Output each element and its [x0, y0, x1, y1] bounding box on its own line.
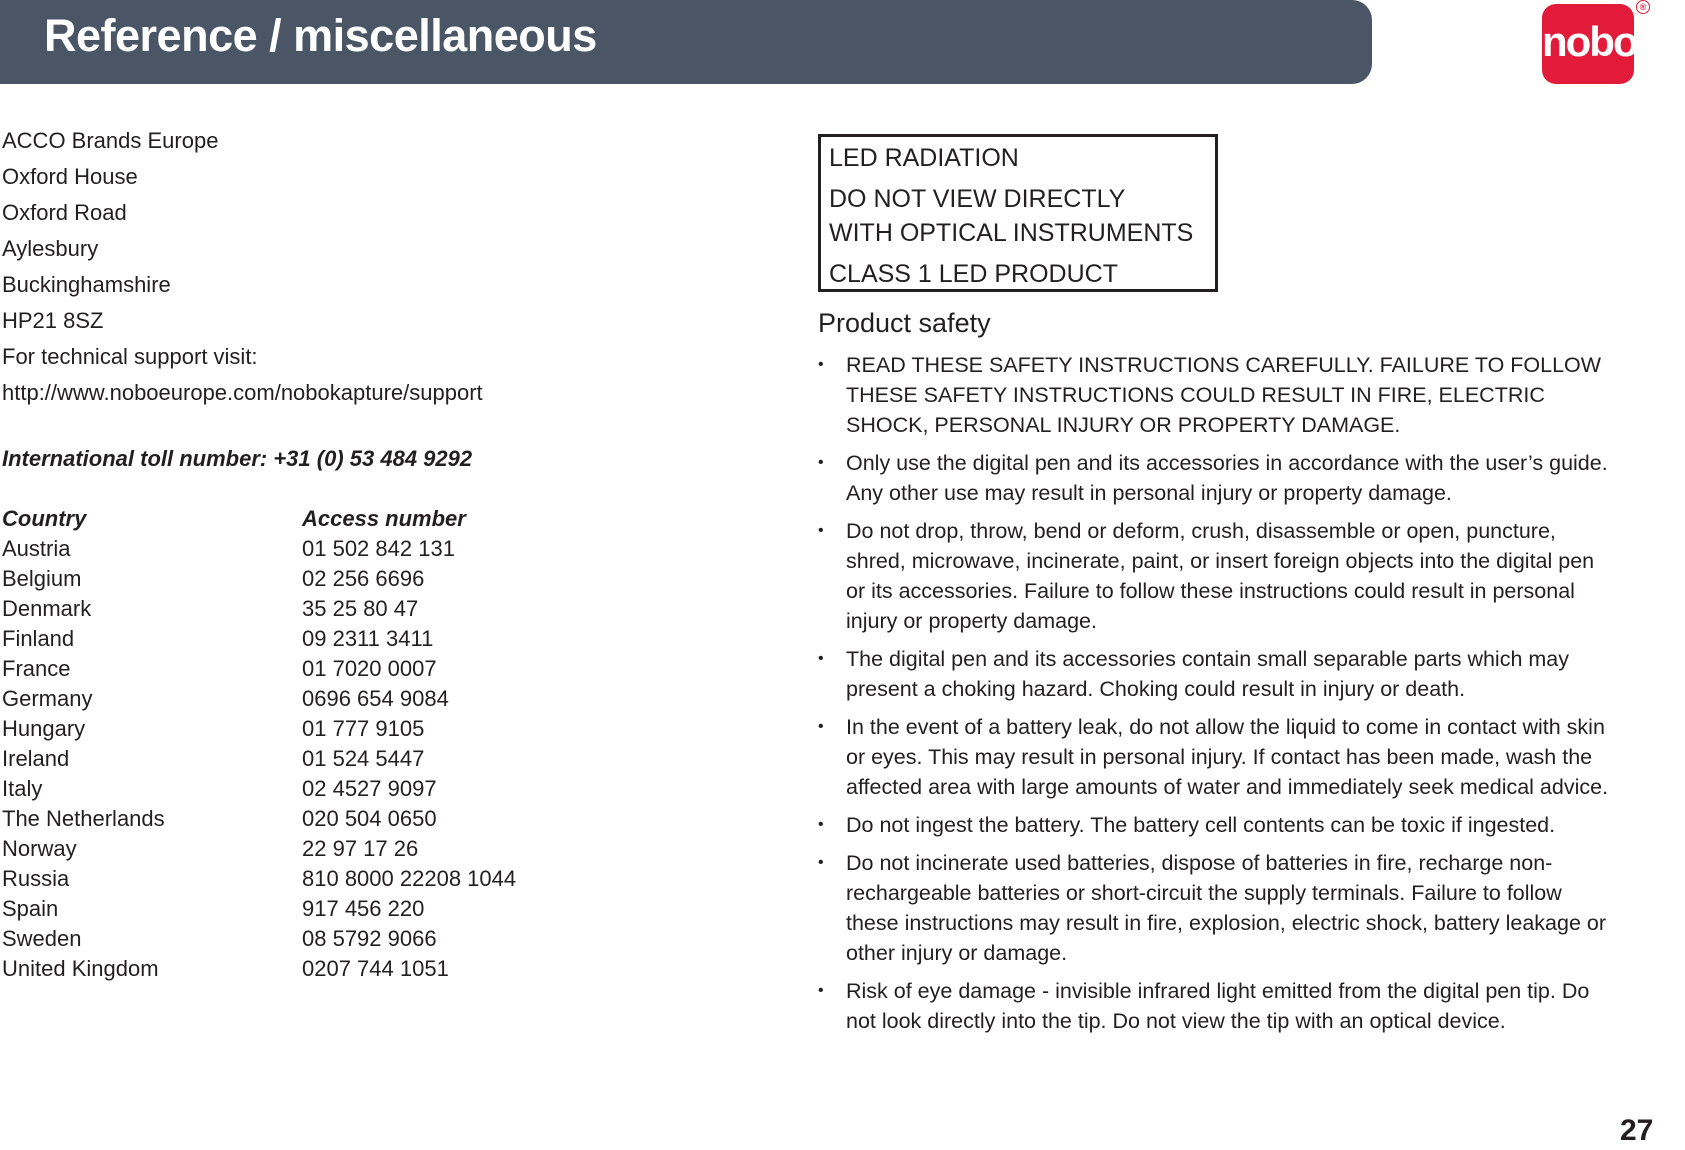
table-row — [2, 656, 602, 686]
header-bar — [0, 0, 1372, 84]
access-number-cell: 01 524 5447 — [302, 746, 425, 771]
table-row — [2, 776, 602, 806]
address-line: ACCO Brands Europe — [2, 128, 219, 153]
country-cell: Russia — [2, 866, 70, 891]
warning-line: LED RADIATION — [829, 144, 1019, 172]
access-number-cell: 08 5792 9066 — [302, 926, 437, 951]
nobo-logo: nobo — [1542, 4, 1634, 84]
access-number-cell: 01 777 9105 — [302, 716, 425, 741]
country-cell: Norway — [2, 836, 77, 861]
safety-item: • Do not incinerate used batteries, dispose of batteries in fire, recharge non-rechargeable batteries or short-circuit the supply terminals. Failure to follow these instructions may result in fire, explosion, electric shock, battery leakage or other injury or damage. — [818, 848, 1610, 968]
country-cell: Austria — [2, 536, 71, 561]
access-number-cell: 02 4527 9097 — [302, 776, 437, 801]
access-number-cell: 0207 744 1051 — [302, 956, 449, 981]
table-row — [2, 956, 602, 986]
country-cell: Hungary — [2, 716, 86, 741]
column-header-country: Country — [2, 506, 87, 531]
warning-line: WITH OPTICAL INSTRUMENTS — [829, 219, 1194, 247]
country-cell: The Netherlands — [2, 806, 165, 831]
support-url: http://www.noboeurope.com/nobokapture/support — [2, 380, 483, 405]
address-line: HP21 8SZ — [2, 308, 104, 333]
table-row — [2, 896, 602, 926]
country-cell: Spain — [2, 896, 59, 921]
address-line: Aylesbury — [2, 236, 99, 261]
table-row — [2, 746, 602, 776]
safety-list — [818, 350, 1610, 1044]
country-cell: Italy — [2, 776, 43, 801]
country-cell: Ireland — [2, 746, 70, 771]
safety-item: • Risk of eye damage - invisible infrared light emitted from the digital pen tip. Do not look directly into the tip. Do not view the tip with an optical device. — [818, 976, 1610, 1036]
access-number-cell: 0696 654 9084 — [302, 686, 449, 711]
column-header-access: Access number — [302, 506, 466, 531]
table-row — [2, 716, 602, 746]
table-row — [2, 686, 602, 716]
table-header — [2, 506, 602, 536]
registered-mark-icon: ® — [1636, 0, 1650, 14]
address-line: Oxford Road — [2, 200, 127, 225]
access-number-cell: 810 8000 22208 1044 — [302, 866, 517, 891]
section-title: Product safety — [818, 308, 991, 338]
toll-number: International toll number: +31 (0) 53 484 9292 — [2, 446, 473, 471]
table-row — [2, 626, 602, 656]
country-cell: Denmark — [2, 596, 92, 621]
table-row — [2, 926, 602, 956]
safety-item: • READ THESE SAFETY INSTRUCTIONS CAREFULLY. FAILURE TO FOLLOW THESE SAFETY INSTRUCTIONS COULD RESULT IN FIRE, ELECTRIC SHOCK, PERSONAL INJURY OR PROPERTY DAMAGE. — [818, 350, 1610, 440]
country-cell: Belgium — [2, 566, 82, 591]
warning-line: CLASS 1 LED PRODUCT — [829, 260, 1118, 288]
table-row — [2, 566, 602, 596]
access-number-cell: 09 2311 3411 — [302, 626, 434, 651]
safety-item: • In the event of a battery leak, do not allow the liquid to come in contact with skin or eyes. This may result in personal injury. If contact has been made, wash the affected area with large amounts of water and immediately seek medical advice. — [818, 712, 1610, 802]
page-title: Reference / miscellaneous — [44, 10, 597, 61]
access-number-cell: 22 97 17 26 — [302, 836, 419, 861]
page-number: 27 — [1620, 1114, 1654, 1147]
table-row — [2, 596, 602, 626]
warning-line: DO NOT VIEW DIRECTLY — [829, 185, 1126, 213]
table-row — [2, 836, 602, 866]
table-row — [2, 866, 602, 896]
access-number-table — [2, 506, 602, 986]
country-cell: Germany — [2, 686, 93, 711]
country-cell: Finland — [2, 626, 75, 651]
address-line: Buckinghamshire — [2, 272, 171, 297]
country-cell: France — [2, 656, 71, 681]
address-line: For technical support visit: — [2, 344, 258, 369]
safety-item: • Only use the digital pen and its accessories in accordance with the user’s guide. Any other use may result in personal injury or property damage. — [818, 448, 1610, 508]
led-warning-box — [818, 134, 1218, 292]
country-cell: Sweden — [2, 926, 82, 951]
table-row — [2, 536, 602, 566]
safety-item: • The digital pen and its accessories contain small separable parts which may present a choking hazard. Choking could result in injury or death. — [818, 644, 1610, 704]
access-number-cell: 020 504 0650 — [302, 806, 437, 831]
access-number-cell: 01 7020 0007 — [302, 656, 437, 681]
country-cell: United Kingdom — [2, 956, 159, 981]
address-line: Oxford House — [2, 164, 138, 189]
safety-item: • Do not ingest the battery. The battery cell contents can be toxic if ingested. — [818, 810, 1610, 840]
access-number-cell: 01 502 842 131 — [302, 536, 455, 561]
table-row — [2, 806, 602, 836]
access-number-cell: 35 25 80 47 — [302, 596, 419, 621]
safety-item: • Do not drop, throw, bend or deform, crush, disassemble or open, puncture, shred, microwave, incinerate, paint, or insert foreign objects into the digital pen or its accessories. Failure to follow these instructions could result in personal injury or property damage. — [818, 516, 1610, 636]
access-number-cell: 02 256 6696 — [302, 566, 425, 591]
access-number-cell: 917 456 220 — [302, 896, 425, 921]
